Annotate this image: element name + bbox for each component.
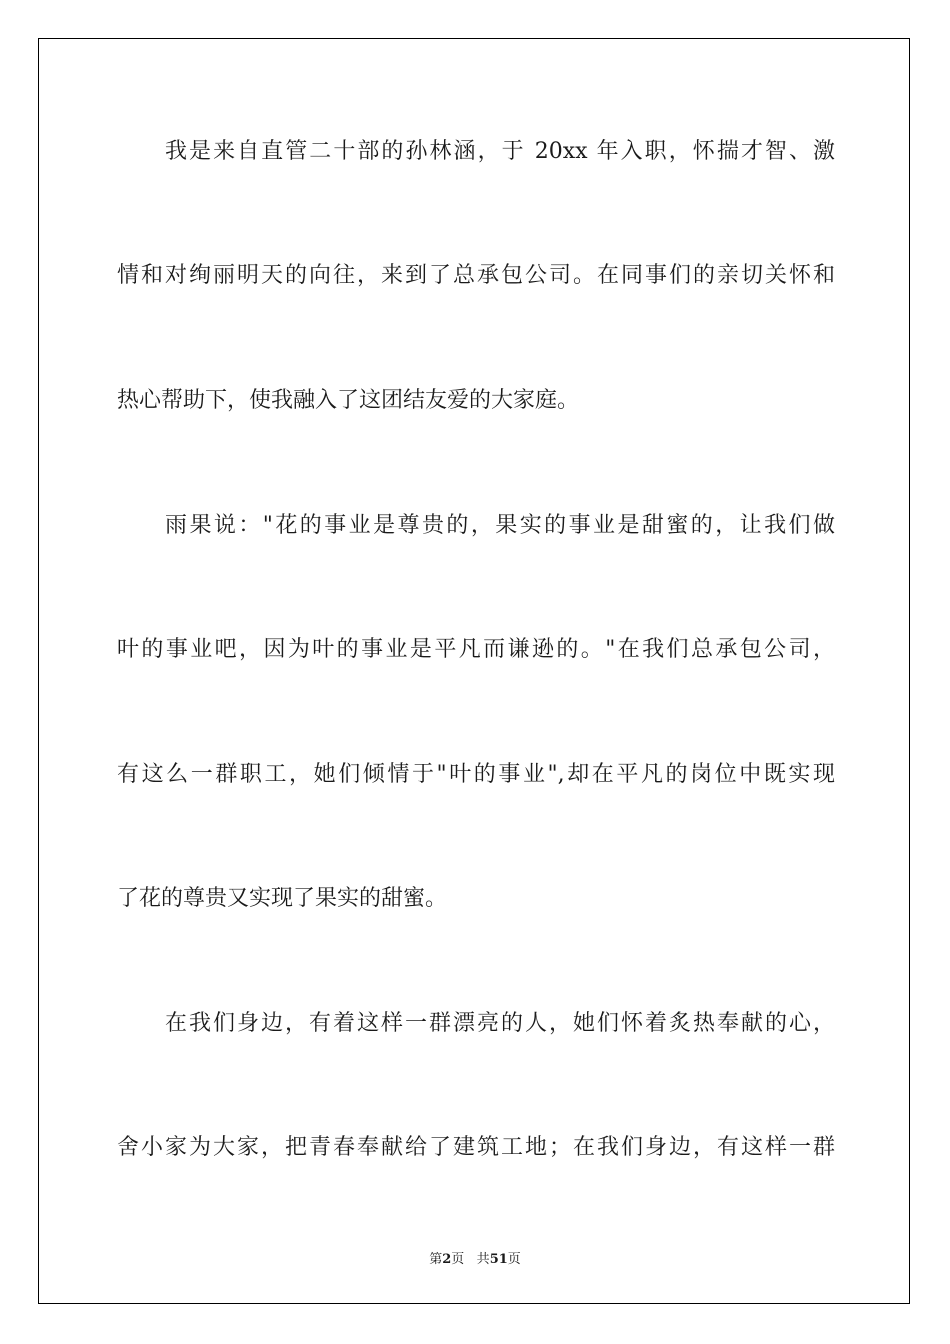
paragraph-2-line-3: 有这么一群职工，她们倾情于"叶的事业",却在平凡的岗位中既实现	[117, 762, 835, 787]
paragraph-2-line-1: 雨果说："花的事业是尊贵的，果实的事业是甜蜜的，让我们做	[165, 513, 835, 538]
page-prefix: 第	[429, 1252, 443, 1267]
paragraph-1-line-2: 情和对绚丽明天的向往，来到了总承包公司。在同事们的亲切关怀和	[117, 263, 835, 288]
paragraph-2-line-2: 叶的事业吧，因为叶的事业是平凡而谦逊的。"在我们总承包公司，	[117, 637, 835, 662]
paragraph-3-line-1: 在我们身边，有着这样一群漂亮的人，她们怀着炙热奉献的心，	[165, 1011, 835, 1036]
paragraph-1-line-3: 热心帮助下，使我融入了这团结友爱的大家庭。	[117, 388, 580, 413]
page-footer	[0, 1248, 950, 1267]
total-pages: 51	[489, 1252, 508, 1267]
page-border	[38, 38, 910, 1304]
paragraph-2-line-4: 了花的尊贵又实现了果实的甜蜜。	[117, 886, 448, 911]
page-number: 2	[442, 1252, 452, 1267]
total-prefix: 共	[476, 1252, 490, 1267]
paragraph-3-line-2: 舍小家为大家，把青春奉献给了建筑工地；在我们身边，有这样一群	[117, 1135, 835, 1160]
total-suffix: 页	[507, 1252, 521, 1267]
paragraph-1-line-1: 我是来自直管二十部的孙林涵，于 20xx 年入职，怀揣才智、激	[165, 139, 835, 164]
page-suffix: 页	[451, 1252, 465, 1267]
